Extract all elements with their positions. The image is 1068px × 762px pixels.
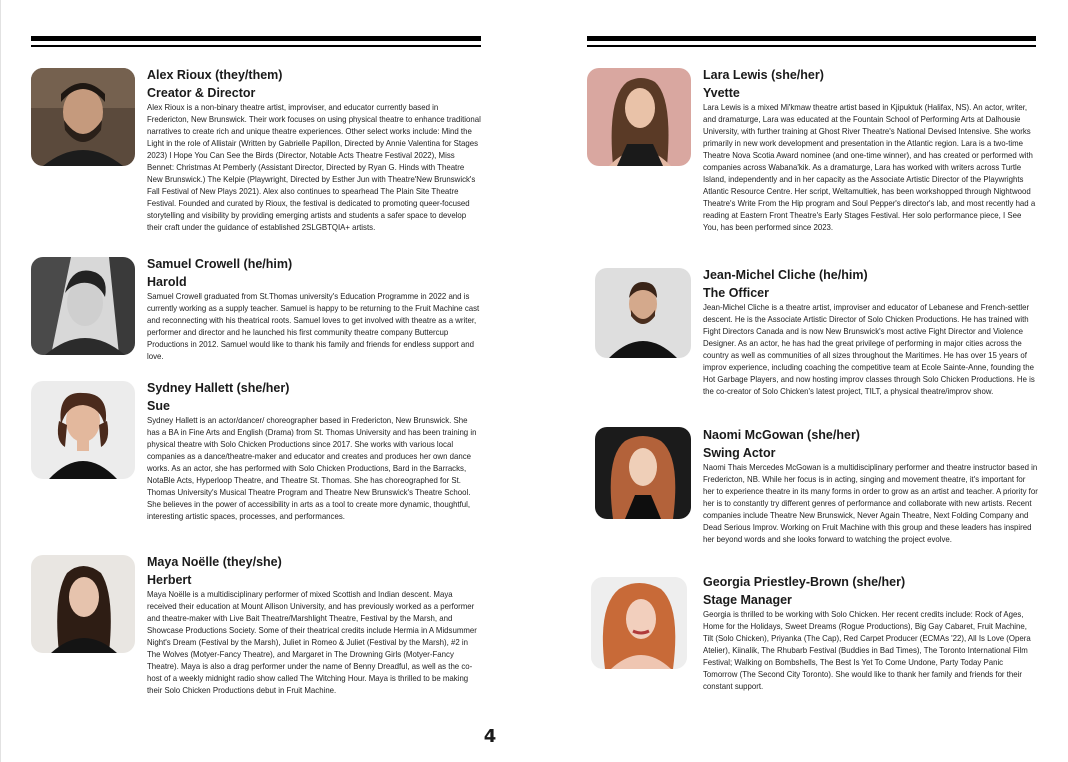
performer-bio: Sydney Hallett is an actor/dancer/ choreographer based in Fredericton, New Brunswick. She has a BA in Fine Arts and English (Drama) from St. Thomas University and has been training in physical theatre with Solo Chicken Productions since 2017. She works with various local companies as a dance/theatre-maker and educator and creates and produces her own dance works. As an actor, she has performed with Solo Chicken Productions, Bard in the Barracks, NotaBle Acts, Hyperloop Theatre, and Theatre St. Thomas. She has choreographed for St. Thomas University's Musical Theatre Program and Theatre New Brunswick's Theatre School. She believes in the power of accessibility in arts as a tool to create more dynamic, thoughtful, interesting artistic spaces, processes, and performances. [147, 416, 477, 521]
headshot-photo [31, 381, 135, 479]
performer-role: Herbert [147, 573, 192, 587]
performer-name: Naomi McGowan (she/her) [703, 428, 860, 442]
performer-name: Georgia Priestley-Brown (she/her) [703, 575, 906, 589]
headshot-photo [587, 68, 691, 166]
performer-role: Swing Actor [703, 446, 776, 460]
performer-name: Alex Rioux (they/them) [147, 68, 283, 82]
performer-role: Stage Manager [703, 593, 792, 607]
performer-bio: Lara Lewis is a mixed Mi'kmaw theatre artist based in Kjipuktuk (Halifax, NS). An actor, writer, and dramaturge, Lara was educated at the Fountain School of Performing Arts at Dalhousie University, with further training at Ghost River Theatre's National Devised Intensive. She works primarily in new work development and presentation in the Atlantic region. Lara is a two-time Theatre Nova Scotia Award nominee (and one-time winner), and has created or performed with companies across Wabana'kik. As a dramaturge, Lara has worked with writers across Turtle Island, independently and in her capacity as the Associate Artistic Director of the Playwrights Atlantic Resource Centre. Her script, Weltamultiek, has been workshopped through Nightwood Theatre's Write From the Hip program and Soul Pepper's director's lab, and most recently had a reading at Eastern Front Theatre's Early Stages Festival. Her solo performance piece, I See You, has been performed since 2023. [703, 103, 1036, 232]
performer-bio: Samuel Crowell graduated from St.Thomas university's Education Programme in 2022 and is currently working as a supply teacher. Samuel is happy to be returning to the Fruit Machine cast and reconnecting with his theatrical roots. Samuel loves to get involved with theatre as a writer, performer and director and he launched his first community theatre company Buttercup Productions in 2012. Samuel would like to thank his family and friends for endless support and love. [147, 292, 480, 361]
headshot-photo [31, 257, 135, 355]
headshot-photo [595, 427, 691, 519]
page-edge-line [0, 0, 1, 762]
performer-role: The Officer [703, 286, 769, 300]
performer-role: Sue [147, 399, 170, 413]
headshot-photo [591, 577, 687, 669]
performer-name: Samuel Crowell (he/him) [147, 257, 293, 271]
performer-bio: Alex Rioux is a non-binary theatre artist, improviser, and educator currently based in Fredericton, New Brunswick. Their work focuses on using physical theatre to enhance traditional narratives to create rich and unique theatre experiences. Other select works include: Mind the Light in the role of Allistair (Written by Gabrielle Papillon, Directed by Annie Valentina for Stages 2023) I Hope You Can See the Birds (Director, Notable Acts Theatre Festival 2022), Miss Bennet: Christmas At Pemberly (Assistant Director, Directed by Ryan G. Hinds with Theatre New Brunswick.) The Kelpie (Playwright, Directed by Esther Jun with Theatre'New Brunswick's Fall Festival of New Plays 2021). Alex also continues to spearhead The Plain Site Theatre Festival. Founded and curated by Rioux, the festival is dedicated to promoting queer-focused storytelling and visibility by providing emerging artists and students a safer space to develop their craft under the guidance of established 2SLGBTQIA+ artists. [147, 103, 481, 232]
performer-role: Harold [147, 275, 187, 289]
performer-bio: Naomi Thais Mercedes McGowan is a multidisciplinary performer and theatre instructor based in Fredericton, NB. While her focus is in acting, singing and movement theatre, it's important for her to experience theatre in its many forms in order to grow as an artist and teacher. A priority for her is to constantly try different genres of performance and collaborate with new artists. Recent companies include Theatre New Brunswick, Never Again Theatre, Next Folding Company and Dead Serious Improv. Working on Fruit Machine with this group and these leaders has inspired her beyond words and she looks forward to watching the project evolve. [703, 463, 1038, 544]
performer-name: Maya Noëlle (they/she) [147, 555, 282, 569]
header-rule-left [31, 36, 481, 48]
header-rule-right [587, 36, 1036, 48]
headshot-photo [31, 68, 135, 166]
performer-role: Yvette [703, 86, 740, 100]
performer-name: Jean-Michel Cliche (he/him) [703, 268, 868, 282]
headshot-photo [595, 268, 691, 358]
performer-bio: Maya Noëlle is a multidisciplinary performer of mixed Scottish and Indian descent. Maya received their education at Mount Allison University, and has previously worked as a performer and theatre-maker with Live Bait Theatre/Marshlight Theatre, Festival by the Marsh, and Showcase Productions Society. Some of their theatrical credits include Hermia in A Midsummer Night's Dream (Festival by the Marsh), Juliet in Romeo & Juliet (Festival by the Marsh), #2 in The Wolves (Motyer-Fancy Theatre), and Margaret in The Drowning Girls (Motyer-Fancy Theatre). Maya is also a drag performer under the name of Benny Dreadful, as well as the co-host of a weekly midnight radio show called The Witching Hour. Maya is thrilled to be making their Solo Chicken Productions debut in Fruit Machine. [147, 590, 477, 695]
performer-name: Lara Lewis (she/her) [703, 68, 824, 82]
headshot-photo [31, 555, 135, 653]
performer-bio: Georgia is thrilled to be working with Solo Chicken. Her recent credits include: Rock of Ages, Home for the Holidays, Sweet Dreams (Rogue Productions), Big Gay Cabaret, Fruit Machine, Tilt (Solo Chicken), Priyanka (The Cap), Red Carpet Producer (ECMAs '22), All Is Love (Opera Atelier), Kiinalik, The Rhubarb Festival (Buddies in Bad Times), The Toronto International Film Festival; Walking on Bombshells, The Best Is Yet To Come Undone, Party Today Panic Tomorrow (The Second City Toronto). She would like to thank her family and friends for their constant support. [703, 610, 1031, 691]
performer-role: Creator & Director [147, 86, 256, 100]
performer-bio: Jean-Michel Cliche is a theatre artist, improviser and educator of Lebanese and French-settler descent. He is the Associate Artistic Director of Solo Chicken Productions. He has trained with Fight Directors Canada and is now New Brunswick's most active Fight Director and Violence Designer. As an actor, he has had the great privilege of performing in major cities across the country as well as communities of all sizes throughout the Maritimes. He has over 15 years of improv experience, including coaching the competitive team at Ecole Sainte-Anne, founding the Hot Garbage Players, and now hosting improv classes through Solo Chicken Productions. He is the co-creator of Solo Chicken's latest project, TILT, a physical theatre/improv show. [703, 303, 1035, 396]
page-number: 4 [483, 726, 497, 747]
performer-name: Sydney Hallett (she/her) [147, 381, 290, 395]
